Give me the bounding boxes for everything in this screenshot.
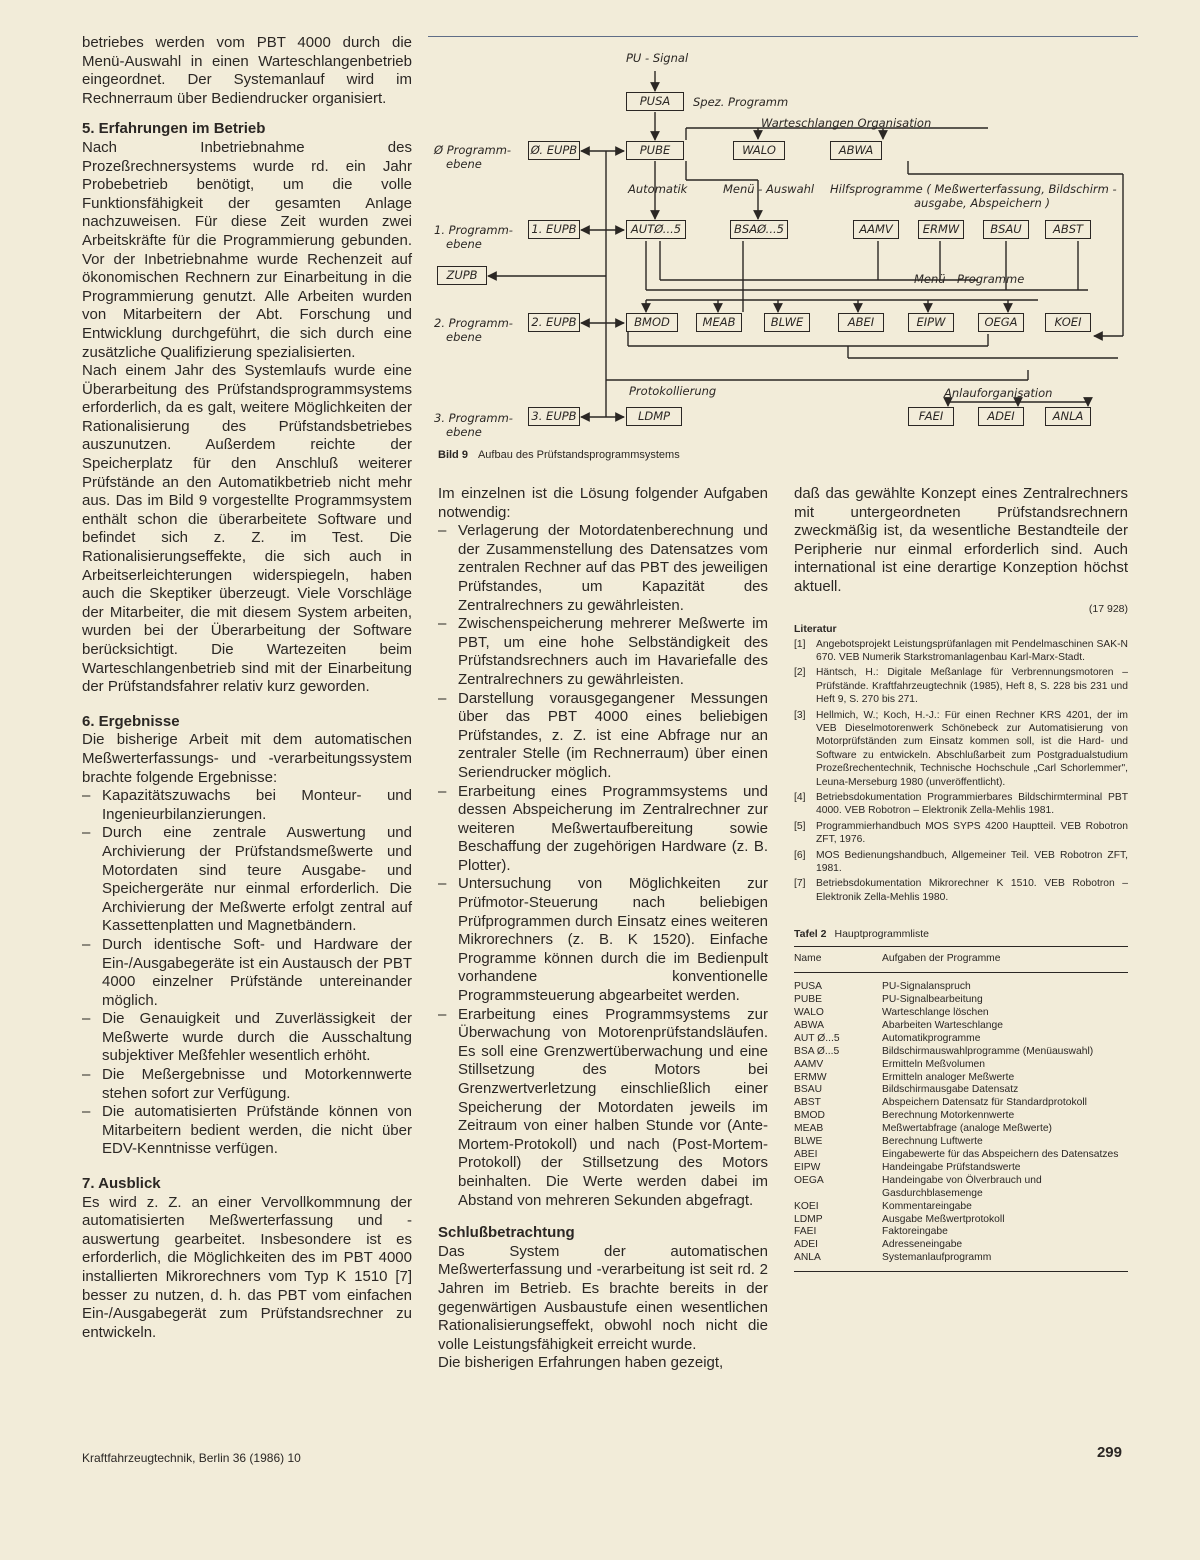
program-task: Ermitteln analoger Meßwerte — [882, 1071, 1015, 1083]
program-task: Systemanlaufprogramm — [882, 1252, 1128, 1271]
program-name: ERMW — [794, 1071, 827, 1083]
left-column — [82, 34, 412, 1342]
label-menue-programme: Menü - Programme — [914, 272, 1025, 286]
list-item: – Darstellung vorausgegangener Messungen über das PBT 4000 eines beliebigen Prüfstandes, z. Z. ist eine Abfrage nur an zentraler Stelle (im Rechnerraum) über einen Seriendrucker möglich. — [438, 690, 768, 783]
label-anlauforganisation: Anlauforganisation — [944, 386, 1053, 400]
figure-caption — [438, 449, 680, 461]
program-system-diagram — [428, 40, 1138, 466]
program-name: ADEI — [794, 1239, 819, 1251]
list-item: – Kapazitätszuwachs bei Monteur- und Ingenieurbilanzierungen. — [82, 787, 412, 824]
program-task: Meßwertabfrage (analoge Meßwerte) — [882, 1123, 1052, 1135]
program-name: ABEI — [794, 1148, 818, 1160]
label-level-0-text: Programm- — [446, 143, 512, 157]
figure-top-rule — [428, 36, 1138, 37]
reference-item — [794, 877, 1128, 904]
program-name: LDMP — [794, 1213, 823, 1225]
box-ermw: ERMW — [918, 220, 964, 239]
label-pu-signal: PU - Signal — [626, 51, 689, 65]
program-task: Bildschirmausgabe Datensatz — [882, 1084, 1019, 1096]
label-level-0-ebene: ebene — [446, 157, 482, 171]
box-blwe: BLWE — [764, 313, 810, 332]
reference-text: Angebotsprojekt Leistungsprüfanlagen mit Pendelmaschinen SAK-N 670. VEB Numerik Starkstromanlagenbau Karl-Marx-Stadt. — [816, 638, 1128, 663]
reference-text: Betriebsdokumentation Programmierbares Bildschirmterminal PBT 4000. VEB Robotron – Elektronik Zella-Mehlis 1981. — [816, 792, 1128, 817]
reference-number: [2] — [794, 667, 806, 679]
program-name: ABWA — [794, 1019, 824, 1031]
table-row — [794, 1033, 1128, 1046]
program-task: PU-Signalbearbeitung — [882, 994, 983, 1006]
conclusion-paragraph-1: Das System der automatischen Meßwerterfassung und -verarbeitung ist seit rd. 2 Jahren im Betrieb. Es brachte bereits in der gegenwärtigen Ausbaustufe einen wesentlichen Rationalisierungseffekt, obwohl noch nicht die volle Leistungsfähigkeit erreicht wurde. — [438, 1242, 768, 1353]
conclusion-heading: Schlußbetrachtung — [438, 1224, 575, 1242]
figure-caption-label: Bild 9 — [438, 449, 468, 461]
section-5-heading: 5. Erfahrungen im Betrieb — [82, 120, 266, 138]
label-hilfsprogramme-2: ausgabe, Abspeichern ) — [914, 196, 1050, 210]
table-row — [794, 994, 1128, 1007]
box-abei: ABEI — [838, 313, 884, 332]
table-row — [794, 1123, 1128, 1136]
reference-number: [7] — [794, 878, 806, 890]
reference-text: Häntsch, H.: Digitale Meßanlage für Verbrennungsmotoren – Prüfstände. Kraftfahrzeugtechnik (1985), Heft 8, S. 228 bis 231 und Heft 9, S. 270 bis 271. — [816, 667, 1128, 706]
program-name: AAMV — [794, 1058, 824, 1070]
program-name: BSA Ø...5 — [794, 1045, 840, 1057]
box-oega: OEGA — [978, 313, 1024, 332]
box-pube: PUBE — [626, 141, 684, 160]
box-bmod: BMOD — [626, 313, 678, 332]
table-body — [794, 973, 1128, 1272]
reference-number: [6] — [794, 849, 806, 861]
list-item: – Erarbeitung eines Programmsystems zur Überwachung von Motorenprüfstandsläufen. Es soll eine Grenzwertüberwachung und eine Stillsetzung des Motors bei Grenzwertverletzung einschließlich einer Speicherung der Motordaten jeweils im Zeitraum von einer halben Stunde vor (Ante-Mortem-Protokoll) und nach (Post-Mortem-Protokoll) der Stillsetzung des Motors beinhalten. Die Werte werden dabei im Abstand von mehreren Sekunden abgefragt. — [438, 1006, 768, 1211]
box-walo: WALO — [733, 141, 785, 160]
program-task: Abspeichern Datensatz für Standardprotokoll — [882, 1097, 1087, 1109]
table-row — [794, 1149, 1128, 1162]
reference-item — [794, 820, 1128, 847]
article-number: (17 928) — [1088, 602, 1128, 615]
list-item: – Durch identische Soft- und Hardware der Ein-/Ausgabegeräte ist ein Austausch der PBT 4000 einzelner Prüfstände untereinander möglich. — [82, 936, 412, 1010]
table-row — [794, 1136, 1128, 1149]
section-6-heading: 6. Ergebnisse — [82, 712, 180, 730]
results-list — [82, 787, 412, 1159]
label-level-3-ebene: ebene — [446, 425, 482, 439]
list-item: – Die Genauigkeit und Zuverlässigkeit der Meßwerte wurde durch die Ausschaltung subjektiver Meßfehler wesentlich erhöht. — [82, 1010, 412, 1066]
table-title: Hauptprogrammliste — [834, 928, 930, 941]
program-task: Faktoreingabe — [882, 1226, 948, 1238]
tasks-list — [438, 522, 768, 1210]
box-abst: ABST — [1045, 220, 1091, 239]
program-name: PUBE — [794, 994, 823, 1006]
section-5-paragraph-1: Nach Inbetriebnahme des Prozeßrechnersystems wurde rd. ein Jahr Probebetrieb benötigt, um die volle Funktionsfähigkeit der gesamten Anlage nachzuweisen. Für diese Zeit wurden zwei Arbeitskräfte für die Programmierung gebunden. Vor der Inbetriebnahme wurde Rechenzeit auf ökonomischen Rechnern zur Einarbeitung in die Programmierung genutzt. Alle Arbeiten wurden von Mitarbeitern der Abt. Forschung und Entwicklung durchgeführt, die sich durch eine zusätzliche Qualifizierung spezialisierten. — [82, 138, 412, 361]
label-level-0-prefix: Ø — [434, 143, 444, 157]
box-abwa: ABWA — [830, 141, 882, 160]
program-name: OEGA — [794, 1174, 824, 1186]
table-row — [794, 1097, 1128, 1110]
program-name: FAEI — [794, 1226, 817, 1238]
table-row — [794, 1110, 1128, 1123]
reference-item — [794, 638, 1128, 665]
table-row — [794, 1020, 1128, 1033]
page-number: 299 — [1096, 1444, 1122, 1461]
program-task: Berechnung Motorkennwerte — [882, 1110, 1015, 1122]
box-bsa: BSAØ...5 — [730, 220, 788, 239]
list-item: – Durch eine zentrale Auswertung und Archivierung der Prüfstandsmeßwerte und Motordaten sind teure Ausgabe- und Speichergeräte nur einmal erforderlich. Die Archivierung der Meßwerte erfolgt zentral auf Kassettenplatten und Magnetbändern. — [82, 824, 412, 936]
section-7-heading: 7. Ausblick — [82, 1175, 161, 1193]
table-row — [794, 1226, 1128, 1239]
program-name: BMOD — [794, 1110, 825, 1122]
table-row — [794, 1239, 1128, 1252]
box-aut: AUTØ...5 — [626, 220, 686, 239]
box-eupb-2: 2. EUPB — [528, 313, 580, 332]
program-task: Abarbeiten Warteschlange — [882, 1019, 1003, 1031]
label-level-1-ebene: ebene — [446, 237, 482, 251]
list-item: – Die Meßergebnisse und Motorkennwerte stehen sofort zur Verfügung. — [82, 1066, 412, 1103]
label-level-1: 1. Programm- — [434, 223, 513, 237]
program-task: Eingabewerte für das Abspeichern des Datensatzes — [882, 1148, 1119, 1160]
table-row — [794, 973, 1128, 994]
program-name: ABST — [794, 1097, 821, 1109]
reference-text: MOS Bedienungshandbuch, Allgemeiner Teil. VEB Robotron ZFT, 1981. — [816, 849, 1128, 875]
reference-text: Programmierhandbuch MOS SYPS 4200 Hauptteil. VEB Robotron ZFT, 1976. — [816, 820, 1128, 846]
section-5-paragraph-2: Nach einem Jahr des Systemlaufs wurde eine Überarbeitung des Prüfstandsprogrammsystems erforderlich, da es galt, weitere Möglichkeiten der Rationalisierung des Prüfstandsbetriebes auszunutzen. Außerdem reichte der Speicherplatz für den Anschluß weiterer Prüfstände an den Automatikbetrieb nicht mehr aus. Das im Bild 9 vorgestellte Programmsystem enthält schon die überarbeitete Software und befindet sich z. Z. im Test. Die Rationalisierungseffekte, die sich auch in Arbeitserleichterungen widerspiegeln, haben auch die Skeptiker überzeugt. Viele Vorschläge der Mitarbeiter, die mit diesem System arbeiten, wurden bei der Überarbeitung der Software berücksichtigt. Die Wartezeiten beim Warteschlangenbetrieb sind mit der Einarbeitung der Prüfstandsfahrer relativ kurz geworden. — [82, 362, 412, 696]
box-anla: ANLA — [1045, 407, 1091, 426]
reference-list — [794, 638, 1128, 905]
reference-text: Hellmich, W.; Koch, H.-J.: Für einen Rechner KRS 4201, der im VEB Dieselmotorenwerk Schönebeck zur Automatisierung von Motorprüfständen zum Einsatz kommen soll, ist die Hard- und Software zu entwickeln. Abschlußarbeit zum Postgradualstudium Prozeßrechentechnik, Technische Hochschule „Carl Schorlemmer", Leuna-Merseburg 1980 (unveröffentlicht). — [816, 709, 1128, 788]
conclusion-paragraph-2: Die bisherigen Erfahrungen haben gezeigt, — [438, 1354, 724, 1372]
column-header-name: Name — [794, 947, 882, 973]
program-name: KOEI — [794, 1200, 819, 1212]
program-task: Handeingabe von Ölverbrauch und Gasdurchblasemenge — [882, 1174, 1042, 1199]
list-item: – Die automatisierten Prüfstände können von Mitarbeitern bedient werden, die nicht über EDV-Kenntnisse verfügen. — [82, 1103, 412, 1159]
label-level-2-ebene: ebene — [446, 330, 482, 344]
conclusion-continued: daß das gewählte Konzept eines Zentralrechners mit untergeordneten Prüfstandsrechnern zweckmäßig ist, da wesentliche Bestandteile der Peripherie nur einmal erforderlich sind. Auch international ist eine derartige Konzeption höchst aktuell. — [794, 485, 1128, 595]
list-item: – Zwischenspeicherung mehrerer Meßwerte im PBT, um eine hohe Selbständigkeit des Prüfstandsrechners auch im Havariefalle des Zentralrechners zu gewährleisten. — [438, 615, 768, 689]
table-row — [794, 1175, 1128, 1201]
label-spez-programm: Spez. Programm — [693, 95, 789, 109]
program-task: PU-Signalanspruch — [882, 981, 971, 993]
reference-number: [3] — [794, 709, 806, 721]
label-automatik: Automatik — [628, 182, 688, 196]
program-task: Automatikprogramme — [882, 1032, 981, 1044]
program-list-table — [794, 946, 1128, 1272]
reference-number: [1] — [794, 638, 806, 650]
box-meab: MEAB — [696, 313, 742, 332]
label-menue-auswahl: Menü - Auswahl — [723, 182, 815, 196]
reference-item — [794, 791, 1128, 818]
program-name: ANLA — [794, 1252, 882, 1271]
box-faei: FAEI — [908, 407, 954, 426]
program-task: Berechnung Luftwerte — [882, 1136, 983, 1148]
program-task: Warteschlange löschen — [882, 1007, 989, 1018]
box-eupb-1: 1. EUPB — [528, 220, 580, 239]
label-level-3: 3. Programm- — [434, 411, 513, 425]
table-label: Tafel 2 — [794, 928, 827, 941]
journal-footer: Kraftfahrzeugtechnik, Berlin 36 (1986) 10 — [82, 1451, 301, 1465]
program-task: Ermitteln Meßvolumen — [882, 1058, 985, 1070]
box-koei: KOEI — [1045, 313, 1091, 332]
reference-number: [5] — [794, 820, 806, 832]
table-row — [794, 1084, 1128, 1097]
program-name: BLWE — [794, 1136, 823, 1148]
box-eupb-3: 3. EUPB — [528, 407, 580, 426]
table-row — [794, 1252, 1128, 1271]
reference-number: [4] — [794, 792, 806, 804]
program-name: BSAU — [794, 1084, 823, 1096]
program-name: AUT Ø...5 — [794, 1032, 840, 1044]
reference-text: Betriebsdokumentation Mikrorechner K 1510. VEB Robotron – Elektronik Zella-Mehlis 1980. — [816, 878, 1128, 903]
box-adei: ADEI — [978, 407, 1024, 426]
program-name: MEAB — [794, 1123, 824, 1135]
box-bsau: BSAU — [983, 220, 1029, 239]
list-item: – Erarbeitung eines Programmsystems und dessen Abspeicherung im Zentralrechner zur weiteren Meßwertaufbereitung sowie Beschaffung der zugehörigen Hardware (z. B. Plotter). — [438, 783, 768, 876]
program-task: Ausgabe Meßwertprotokoll — [882, 1213, 1005, 1225]
program-task: Bildschirmauswahlprogramme (Menüauswahl) — [882, 1045, 1094, 1057]
right-column — [794, 485, 1128, 1272]
table-row — [794, 1162, 1128, 1175]
table-caption — [794, 928, 1128, 940]
list-item: – Untersuchung von Möglichkeiten zur Prüfmotor-Steuerung nach beliebigen Prüfprogrammen durch Einsatz eines weiteren Mikrorechners (z. B. K 1520). Einfache Programme können durch die im Bedienpult vorhandene konventionelle Programmsteuerung abgearbeitet werden. — [438, 875, 768, 1005]
box-aamv: AAMV — [853, 220, 899, 239]
middle-column — [438, 485, 768, 1373]
label-level-0 — [434, 144, 511, 157]
box-eupb-0: Ø. EUPB — [528, 141, 580, 160]
list-item: – Verlagerung der Motordatenberechnung und der Zusammenstellung des Datensatzes vom zentralen Rechner auf das PBT des jeweiligen Prüfstandes, um Kapazität des Zentralrechners zu gewährleisten. — [438, 522, 768, 615]
paragraph-intro: betriebes werden vom PBT 4000 durch die Menü-Auswahl in einen Warteschlangenbetrieb eingeordnet. Der Systemanlauf wird im Rechnerraum über Bediendrucker organisiert. — [82, 34, 412, 107]
table-header-row — [794, 947, 1128, 973]
program-name: WALO — [794, 1007, 824, 1018]
table-row — [794, 1214, 1128, 1227]
table-row — [794, 1072, 1128, 1085]
program-task: Adresseneingabe — [882, 1239, 963, 1251]
box-eipw: EIPW — [908, 313, 954, 332]
program-task: Handeingabe Prüfstandswerte — [882, 1161, 1021, 1173]
section-6-intro: Die bisherige Arbeit mit dem automatischen Meßwerterfassungs- und -verarbeitungssystem brachte folgende Ergebnisse: — [82, 731, 412, 786]
box-ldmp: LDMP — [626, 407, 682, 426]
label-protokollierung: Protokollierung — [629, 384, 717, 398]
table-row — [794, 1059, 1128, 1072]
box-pusa: PUSA — [626, 92, 684, 111]
figure-caption-text: Aufbau des Prüfstandsprogrammsystems — [477, 449, 680, 461]
label-level-2: 2. Programm- — [434, 316, 513, 330]
tasks-intro: Im einzelnen ist die Lösung folgender Aufgaben notwendig: — [438, 485, 768, 521]
reference-item — [794, 709, 1128, 789]
table-row — [794, 1007, 1128, 1020]
reference-item — [794, 666, 1128, 706]
program-name: EIPW — [794, 1161, 821, 1173]
program-name: PUSA — [794, 981, 823, 993]
program-task: Kommentareingabe — [882, 1200, 972, 1212]
column-header-task: Aufgaben der Programme — [882, 947, 1128, 973]
table-row — [794, 1046, 1128, 1059]
label-hilfsprogramme: Hilfsprogramme ( Meßwerterfassung, Bildschirm - — [830, 182, 1117, 196]
table-row — [794, 1201, 1128, 1214]
reference-item — [794, 849, 1128, 876]
label-warteschlangen-organisation: Warteschlangen Organisation — [761, 116, 932, 130]
literature-heading: Literatur — [794, 622, 837, 635]
box-zupb: ZUPB — [437, 266, 487, 285]
section-7-paragraph: Es wird z. Z. an einer Vervollkommnung der automatisierten Meßwerterfassung und -auswertung gearbeitet. Insbesondere ist es erforderlich, die Möglichkeiten des im PBT 4000 installierten Mikrorechners vom Typ K 1510 [7] besser zu nutzen, d. h. das PBT vom einfachen Ein-/Ausgabegerät zum Prüfstandsrechner zu entwickeln. — [82, 1193, 412, 1341]
